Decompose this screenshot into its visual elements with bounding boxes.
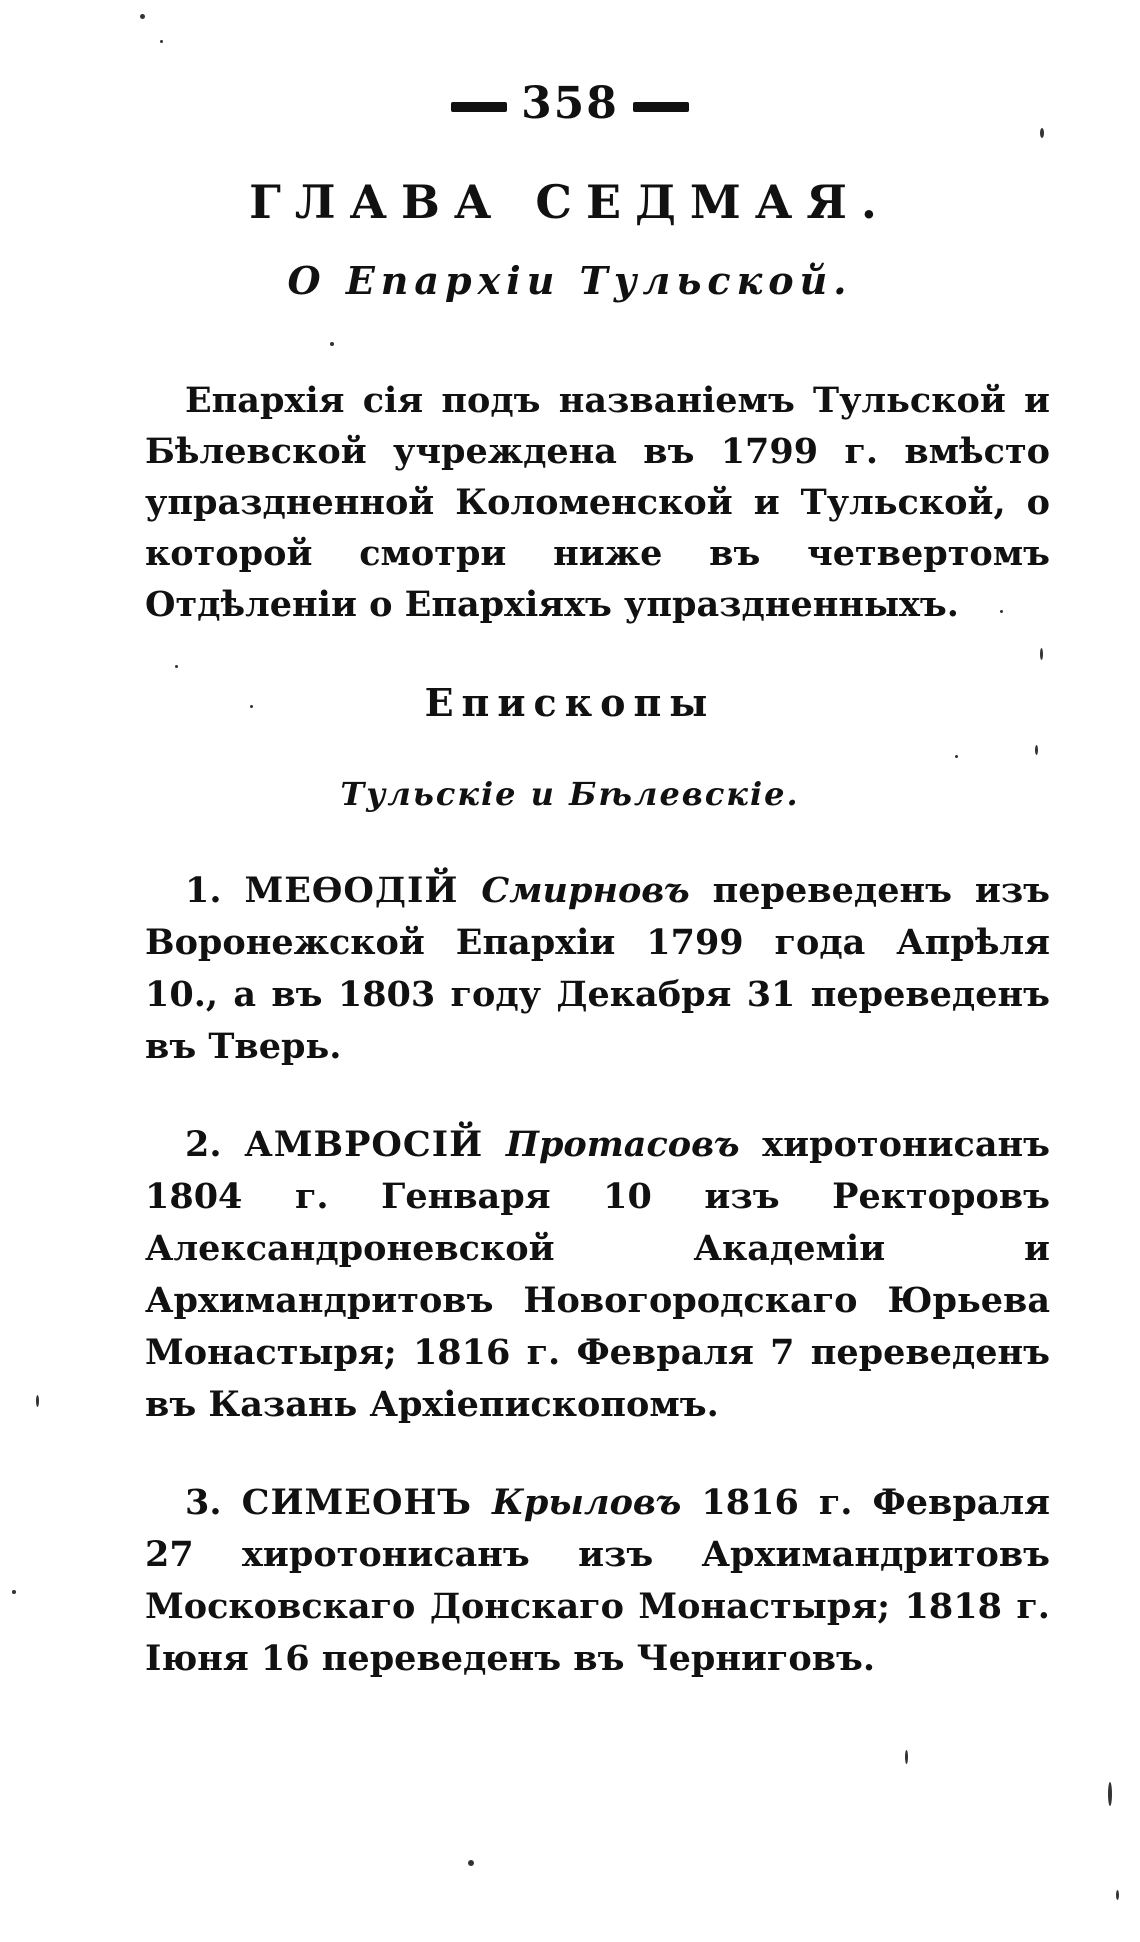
scan-speck xyxy=(905,1750,908,1764)
scan-speck xyxy=(1116,1890,1119,1900)
bishop-entry xyxy=(145,865,1050,1073)
bishop-entry xyxy=(145,1119,1050,1431)
entry-text: хиротонисанъ 1804 г. Генваря 10 изъ Ректоровъ Александроневской Академіи и Архимандритовъ Новогородскаго Юрьева Монастыря; 1816 г. Февраля 7 переведенъ въ Казань Архіепископомъ. xyxy=(145,1124,1050,1425)
page-number xyxy=(0,78,1140,129)
bishops-heading: Епископы xyxy=(424,680,716,725)
scan-speck xyxy=(1040,648,1043,660)
entry-text: переведенъ изъ Воронежской Епархіи 1799 года Апрѣля 10., а въ 1803 году Декабря 31 переведенъ въ Тверь. xyxy=(145,870,1051,1067)
scan-speck xyxy=(250,705,253,708)
bishops-subheading: Тульскіе и Бѣлевскіе. xyxy=(340,775,800,813)
scan-speck xyxy=(1000,610,1003,613)
intro-paragraph: Епархія сія подъ названіемъ Тульской и Бѣлевской учреждена въ 1799 г. вмѣсто упраздненной Коломенской и Тульской, о которой смотри ниже въ четвертомъ Отдѣленіи о Епархіяхъ упраздненныхъ. xyxy=(145,380,1050,625)
entry-surname: Крыловъ xyxy=(492,1482,682,1523)
entry-name: СИМЕОНЪ xyxy=(241,1482,472,1523)
entry-number: 1. xyxy=(185,870,222,911)
scan-speck xyxy=(175,665,178,668)
right-dash-ornament xyxy=(633,102,689,112)
chapter-title: ГЛАВА СЕДМАЯ. xyxy=(249,175,891,229)
scan-speck xyxy=(140,14,145,19)
scan-speck xyxy=(330,342,334,346)
scan-speck xyxy=(1108,1782,1112,1806)
scan-speck xyxy=(468,1860,474,1866)
bishop-entries xyxy=(145,865,1050,1731)
entry-number: 3. xyxy=(185,1482,222,1523)
scan-speck xyxy=(955,755,958,758)
section-title: О Епархіи Тульской. xyxy=(287,258,853,303)
entry-name: МЕѲОДІЙ xyxy=(244,870,459,911)
scan-speck xyxy=(160,40,163,43)
page-number-text: 358 xyxy=(521,78,619,129)
entry-text: 1816 г. Февраля 27 хиротонисанъ изъ Архимандритовъ Московскаго Донскаго Монастыря; 1818 г. Іюня 16 переведенъ въ Черниговъ. xyxy=(145,1482,1051,1679)
scan-speck xyxy=(12,1590,16,1594)
scan-speck xyxy=(1035,745,1038,755)
bishop-entry xyxy=(145,1477,1050,1685)
scan-speck xyxy=(36,1395,39,1407)
left-dash-ornament xyxy=(451,102,507,112)
entry-surname: Смирновъ xyxy=(481,870,690,911)
entry-number: 2. xyxy=(185,1124,222,1165)
entry-surname: Протасовъ xyxy=(505,1124,740,1165)
scan-speck xyxy=(1040,128,1044,138)
entry-name: АМВРОСІЙ xyxy=(244,1124,484,1165)
